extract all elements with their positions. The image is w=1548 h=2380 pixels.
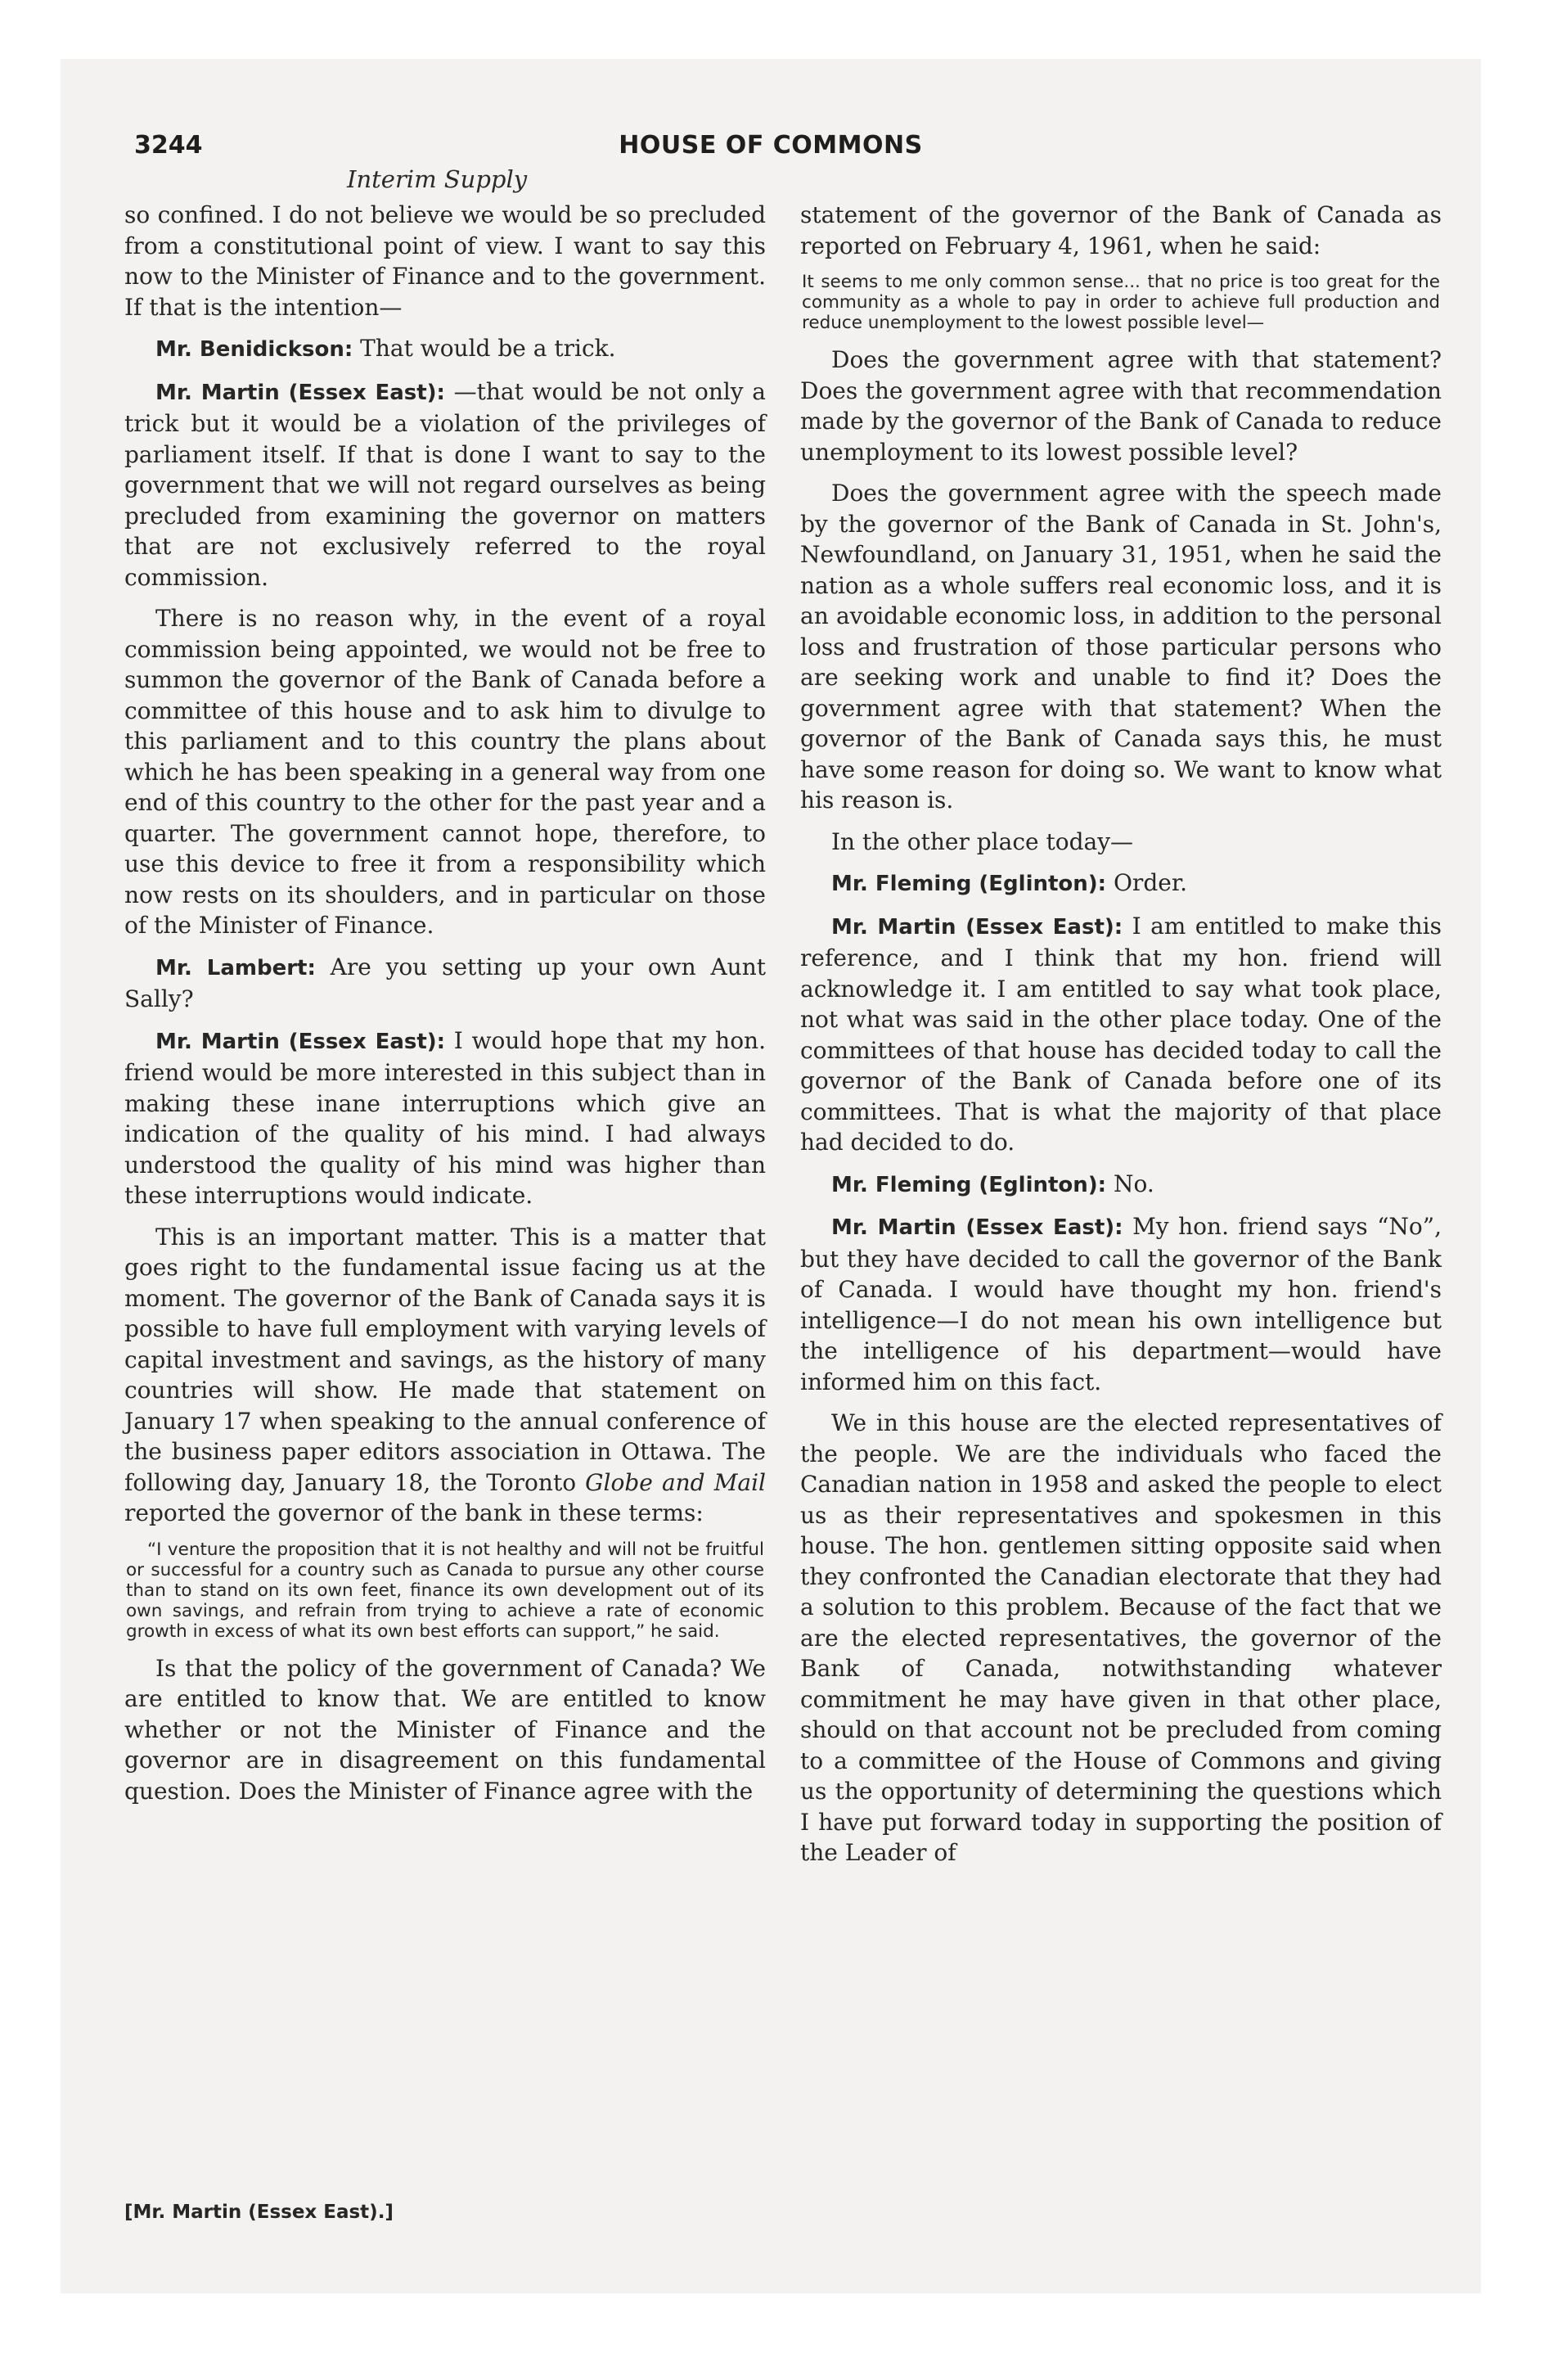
page-number: 3244 <box>134 131 203 160</box>
speaker-name: Mr. Martin (Essex East): <box>831 1215 1123 1240</box>
paragraph-text: reported the governor of the bank in these terms: <box>124 1499 704 1526</box>
speaker-footnote: [Mr. Martin (Essex East).] <box>124 2202 394 2223</box>
speech <box>124 333 766 366</box>
page <box>61 59 1481 2293</box>
left-column <box>124 200 766 1817</box>
speaker-name: Mr. Martin (Essex East): <box>155 380 445 405</box>
speech-text: No. <box>1106 1170 1154 1197</box>
speaker-name: Mr. Lambert: <box>155 955 316 980</box>
speech <box>124 1025 766 1211</box>
speech-text: Are you setting up your own Aunt Sally? <box>124 953 766 1012</box>
section-title: Interim Supply <box>347 165 528 193</box>
speaker-name: Mr. Martin (Essex East): <box>155 1029 446 1054</box>
speaker-name: Mr. Benidickson: <box>155 337 353 362</box>
speaker-name: Mr. Fleming (Eglinton): <box>831 1172 1107 1197</box>
speech-text: I would hope that my hon. friend would be more interested in this subject than in making these inane interruptions which give an indication of the quality of his mind. I had always understood the quality of his mind was higher than these interruptions would indicate. <box>124 1026 766 1209</box>
paragraph-text: This is an important matter. This is a matter that goes right to the fundamental issue facing us at the moment. The governor of the Bank of Canada says it is possible to have full employment with varying levels of capital investment and savings, as the history of many countries will show. He made that statement on January 17 when speaking to the annual conference of the business paper editors association in Ottawa. The following day, January 18, the Toronto <box>124 1223 766 1496</box>
paragraph <box>124 1222 766 1529</box>
block-quote: It seems to me only common sense... that no price is too great for the community as a whole to pay in order to achieve full production and reduce unemployment to the lowest possible level— <box>802 272 1440 333</box>
speech <box>800 1169 1442 1201</box>
paragraph: In the other place today— <box>831 827 1134 855</box>
newspaper-title: Globe and Mail <box>585 1468 766 1496</box>
speaker-name: Mr. Martin (Essex East): <box>831 914 1123 940</box>
paragraph: Is that the policy of the government of Canada? We are entitled to know that. We are entitled to know whether or not the Minister of Finance and the governor are in disagreement on this fundamental question. Does the Minister of Finance agree with the <box>124 1654 766 1805</box>
block-quote: “I venture the proposition that it is not healthy and will not be fruitful or successful for a country such as Canada to pursue any other course than to stand on its own feet, finance its own development out of its own savings, and refrain from trying to achieve a rate of economic growth in excess of what its own best efforts can support,” he said. <box>126 1539 764 1642</box>
speech-text: My hon. friend says “No”, but they have decided to call the governor of the Bank of Canada. I would have thought my hon. friend's intelligence—I do not mean his own intelligence but the intelligence of his department—would have informed him on this fact. <box>800 1213 1442 1395</box>
running-title: HOUSE OF COMMONS <box>619 131 923 160</box>
speech <box>124 376 766 593</box>
paragraph: Does the government agree with the speech made by the governor of the Bank of Canada in St. John's, Newfoundland, on January 31, 1951, when he said the nation as a whole suffers real economic loss, and it is an avoidable economic loss, in addition to the personal loss and frustration of those particular persons who are seeking work and unable to find it? Does the government agree with that statement? When the governor of the Bank of Canada says this, he must have some reason for doing so. We want to know what his reason is. <box>800 480 1442 814</box>
speech-text: Order. <box>1106 869 1188 896</box>
speech <box>800 868 1442 900</box>
speech <box>800 1211 1442 1397</box>
speaker-name: Mr. Fleming (Eglinton): <box>831 872 1107 896</box>
speech-text: —that would be not only a trick but it would be a violation of the privileges of parliament itself. If that is done I want to say to the government that we will not regard ourselves as being precluded from examining the governor on matters that are not exclusively referred to the royal commission. <box>124 377 766 591</box>
speech <box>800 911 1442 1158</box>
paragraph: so confined. I do not believe we would be so precluded from a constitutional point of view. I want to say this now to the Minister of Finance and to the government. If that is the intention— <box>124 201 766 321</box>
right-column <box>800 200 1442 1879</box>
speech <box>124 952 766 1015</box>
paragraph: We in this house are the elected representatives of the people. We are the individuals who faced the Canadian nation in 1958 and asked the people to elect us as their representatives and spokesmen in this house. The hon. gentlemen sitting opposite said when they confronted the Canadian electorate that they had a solution to this problem. Because of the fact that we are the elected representatives, the governor of the Bank of Canada, notwithstanding whatever commitment he may have given in that other place, should on that account not be precluded from coming to a committee of the House of Commons and giving us the opportunity of determining the questions which I have put forward today in supporting the position of the Leader of <box>800 1409 1442 1866</box>
paragraph: statement of the governor of the Bank of Canada as reported on February 4, 1961, when he said: <box>800 201 1442 259</box>
paragraph: There is no reason why, in the event of a royal commission being appointed, we would not be free to summon the governor of the Bank of Canada before a committee of this house and to ask him to divulge to this parliament and to this country the plans about which he has been speaking in a general way from one end of this country to the other for the past year and a quarter. The government cannot hope, therefore, to use this device to free it from a responsibility which now rests on its shoulders, and in particular on those of the Minister of Finance. <box>124 605 766 939</box>
speech-text: That would be a trick. <box>353 335 616 362</box>
paragraph: Does the government agree with that statement? Does the government agree with that recommendation made by the governor of the Bank of Canada to reduce unemployment to its lowest possible level? <box>800 346 1442 466</box>
speech-text: I am entitled to make this reference, and I think that my hon. friend will acknowledge it. I am entitled to say what took place, not what was said in the other place today. One of the committees of that house has decided today to call the governor of the Bank of Canada before one of its committees. That is what the majority of that place had decided to do. <box>800 912 1442 1156</box>
